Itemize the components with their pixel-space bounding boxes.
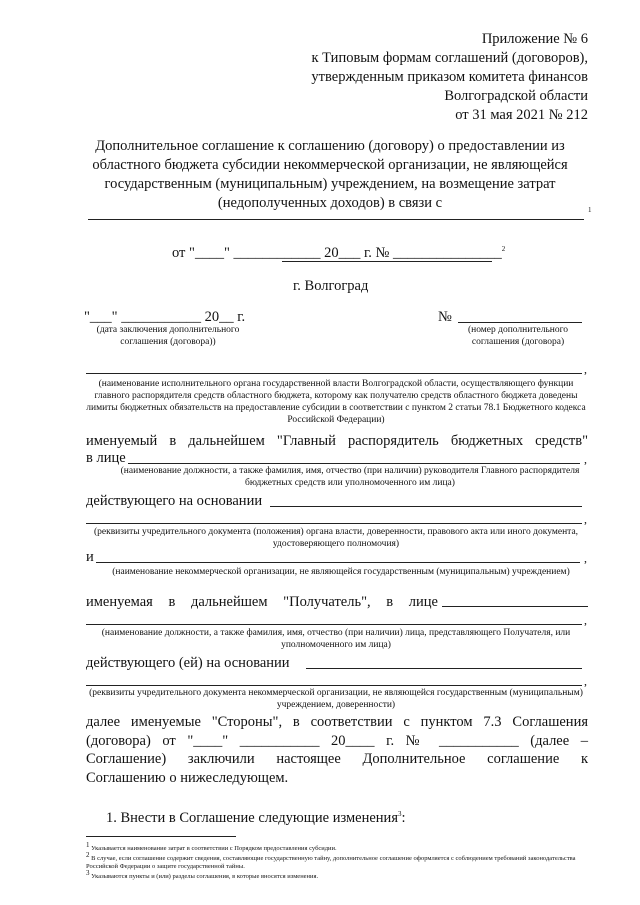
footnote-text: Указываются пункты и (или) разделы соглашения, в которые вносятся изменения. [91, 873, 319, 881]
appendix-line: утвержденным приказом комитета финансов [311, 69, 588, 85]
acting2-field[interactable] [306, 668, 582, 669]
date-caption: (дата заключения дополнительного соглашения (договора)) [96, 325, 240, 347]
acting-field-2[interactable] [86, 523, 582, 524]
footnote-ref: 1 [588, 206, 592, 214]
paragraph-line: Соглашению о нижеследующем. [86, 769, 289, 786]
subtitle-underline [282, 261, 492, 262]
parties-paragraph [86, 713, 588, 787]
docs-caption: (реквизиты учредительного документа (положения) органа власти, доверенности, правового акта или иного документа, удостоверяющего полномочия) [93, 527, 579, 549]
authority-caption: (наименование исполнительного органа государственной власти Волгоградской области, осуществляющего функции главного распорядителя средств областного бюджета, которому как получателю средств областного бюджета доведены лимиты бюджетных обязательств на предоставление субсидии в соответствии с пунктом 2 статьи 78.1 Бюджетного кодекса Российской Федерации) [86, 379, 586, 425]
appendix-block [311, 30, 588, 125]
acting2-label: действующего (ей) на основании [86, 655, 290, 671]
from-line-text: от "____" ____________ 20___ г. № _______________ [172, 244, 502, 261]
document-title [70, 137, 590, 213]
authority-field[interactable] [86, 373, 582, 374]
city: г. Волгоград [293, 278, 369, 294]
footnote-number: 1 [86, 841, 90, 849]
footnote-number: 2 [86, 851, 90, 859]
acting-label: действующего на основании [86, 493, 263, 509]
title-blank-line[interactable] [88, 219, 584, 220]
org-field[interactable] [96, 562, 580, 563]
acting2-field-2[interactable] [86, 685, 582, 686]
footnote-ref: 3 [397, 810, 402, 818]
from-line [172, 240, 505, 262]
title-line: Дополнительное соглашение к соглашению (договору) о предоставлении из [95, 138, 565, 154]
item-1 [106, 805, 406, 827]
appendix-line: Приложение № 6 [481, 31, 588, 47]
org-caption: (наименование некоммерческой организации, не являющейся государственным (муниципальным) учреждением) [112, 567, 570, 577]
docs2-caption: (реквизиты учредительного документа некоммерческой организации, не являющейся государственным (муниципальным) учреждением, доверенности) [89, 688, 583, 710]
person-caption: (наименование должности, а также фамилия, имя, отчество (при наличии) руководителя Главного распорядителя бюджетных средств или уполномоченного им лица) [120, 466, 580, 488]
named-recipient: именуемая в дальнейшем "Получатель", в лице [86, 594, 438, 610]
footnote-3 [86, 869, 318, 881]
comma: , [584, 551, 587, 565]
person-field[interactable] [128, 463, 580, 464]
paragraph-line: далее именуемые "Стороны", в соответствии с пунктом 7.3 Соглашения [86, 714, 588, 730]
acting-field[interactable] [270, 506, 582, 507]
number-caption: (номер дополнительного соглашения (договора) [467, 325, 569, 347]
comma: , [584, 613, 587, 627]
comma: , [584, 452, 587, 466]
item-1-text: 1. Внести в Соглашение следующие изменения [106, 809, 398, 826]
comma: , [584, 512, 587, 526]
number-field[interactable] [458, 322, 582, 323]
appendix-line: Волгоградской области [444, 88, 588, 104]
footnote-separator [86, 836, 236, 837]
footnote-text: В случае, если соглашение содержит сведения, составляющие государственную тайну, дополнительное соглашение оформляется с соблюдением требований законодательства Российской Федерации о защите государственной тайны. [86, 855, 576, 871]
appendix-line: к Типовым формам соглашений (договоров), [311, 50, 588, 66]
appendix-line: от 31 мая 2021 № 212 [455, 107, 588, 123]
footnote-number: 3 [86, 869, 90, 877]
paragraph-line: (договора) от "____" ___________ 20____ г. № ___________ (далее – [86, 732, 588, 749]
in-person: в лице [86, 450, 126, 466]
comma: , [584, 362, 587, 376]
paragraph-line: Соглашение) заключили настоящее Дополнительное соглашение к [86, 751, 588, 767]
recipient-person-field[interactable] [442, 606, 588, 607]
and-label: и [86, 549, 94, 565]
footnote-text: Указывается наименование затрат в соответствии с Порядком предоставления субсидии. [91, 845, 337, 853]
recipient-person-caption: (наименование должности, а также фамилия, имя, отчество (при наличии) лица, представляющего Получателя, или уполномоченного им лица) [101, 628, 571, 650]
recipient-person-field-2[interactable] [86, 624, 582, 625]
footnote-ref: 2 [501, 245, 506, 253]
item-1-tail: : [401, 809, 406, 826]
title-line: областного бюджета субсидии некоммерческой организации, не являющейся [92, 157, 568, 173]
title-line: (недополученных доходов) в связи с [217, 195, 443, 211]
named-gr: именуемый в дальнейшем "Главный распорядитель бюджетных средств" [86, 433, 588, 449]
agreement-date: "___" ___________ 20__ г. [84, 309, 246, 325]
comma: , [584, 674, 587, 688]
title-line: государственным (муниципальным) учреждением, на возмещение затрат [104, 176, 556, 192]
number-label: № [438, 309, 452, 325]
